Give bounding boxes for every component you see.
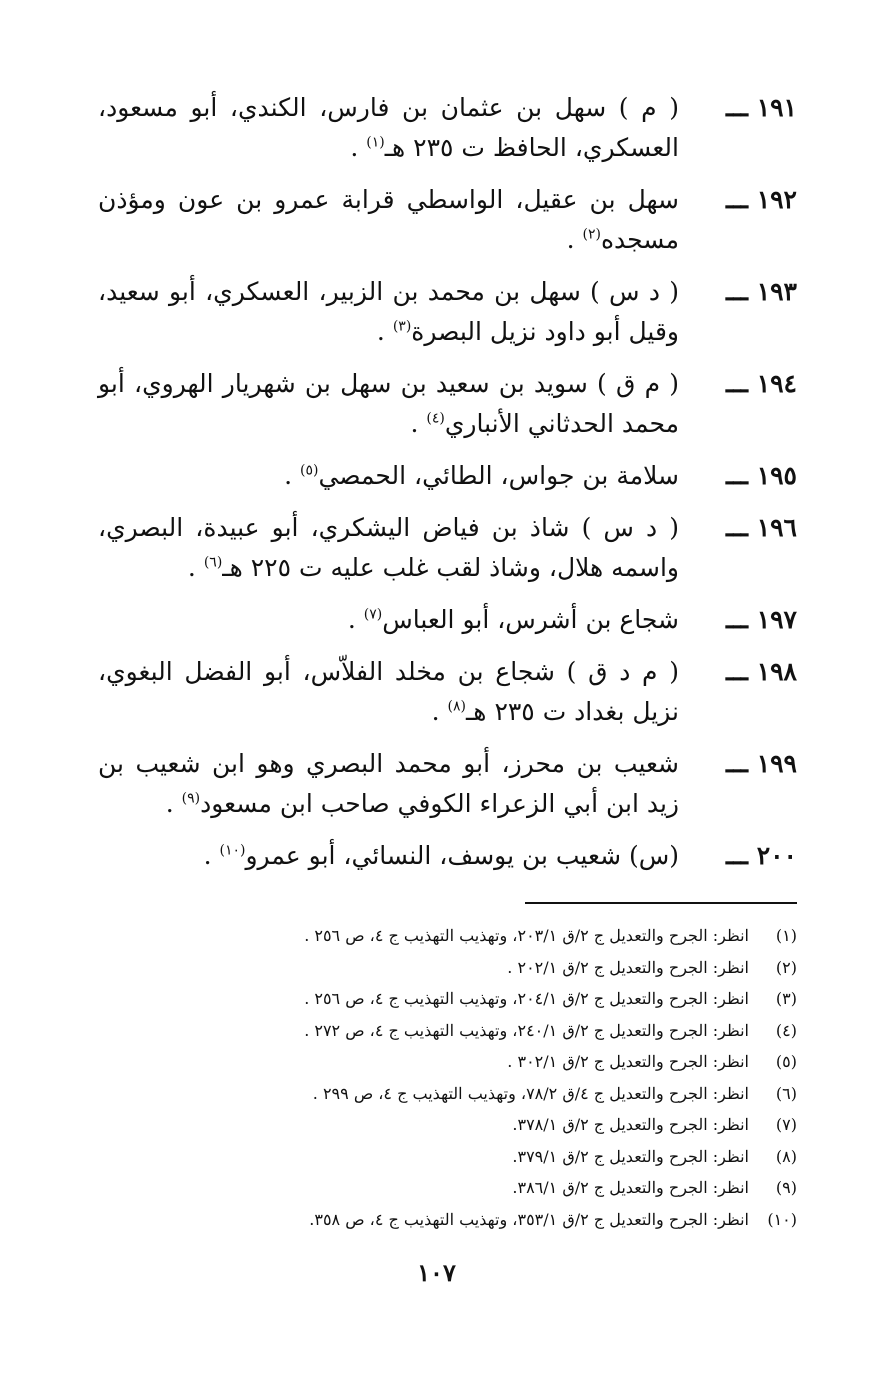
entry-191 bbox=[98, 88, 797, 168]
entry-text: ( د س ) سهل بن محمد بن الزبير، العسكري، أبو سعيد، وقيل أبو داود نزيل البصرة bbox=[98, 277, 679, 346]
footnote-7 bbox=[98, 1109, 797, 1141]
footnote-ref: (٦) bbox=[203, 554, 223, 571]
entry-number: ١٩٤ bbox=[756, 369, 797, 398]
footnote-number: (٧) bbox=[775, 1115, 797, 1134]
footnote-number: (٣) bbox=[775, 989, 797, 1008]
footnote-number: (١٠) bbox=[767, 1209, 797, 1229]
entry-dash: ـــ bbox=[726, 185, 748, 214]
footnote-ref: (٤) bbox=[426, 410, 445, 427]
entry-197 bbox=[98, 600, 797, 640]
entry-tail: . bbox=[347, 605, 356, 634]
footnote-text: انظر: الجرح والتعديل ج ٢/ق ٣٥٣/١، وتهذيب التهذيب ج ٤، ص ٣٥٨. bbox=[309, 1209, 749, 1229]
entry-dash: ـــ bbox=[726, 461, 748, 490]
footnote-text: انظر: الجرح والتعديل ج ٢/ق ٢٠٤/١، وتهذيب التهذيب ج ٤، ص ٢٥٦ . bbox=[304, 989, 749, 1008]
entry-dash: ـــ bbox=[726, 841, 748, 870]
footnote-text: انظر: الجرح والتعديل ج ٢/ق ٣٧٩/١. bbox=[512, 1146, 749, 1166]
footnotes-divider bbox=[525, 902, 797, 904]
footnote-3 bbox=[98, 983, 797, 1015]
entry-number: ١٩٢ bbox=[756, 185, 797, 214]
entry-195 bbox=[98, 456, 797, 496]
entry-193 bbox=[98, 272, 797, 352]
entry-196 bbox=[98, 508, 797, 588]
footnote-number: (٩) bbox=[775, 1178, 797, 1197]
entry-199 bbox=[98, 744, 797, 824]
footnote-6 bbox=[98, 1078, 797, 1110]
footnote-text: انظر: الجرح والتعديل ج ٢/ق ٣٠٢/١ . bbox=[507, 1052, 749, 1071]
page-number: ١٠٧ bbox=[417, 1258, 456, 1287]
footnote-number: (٤) bbox=[775, 1020, 797, 1040]
entry-tail: . bbox=[410, 409, 419, 438]
entry-dash: ـــ bbox=[726, 513, 748, 542]
footnote-4 bbox=[98, 1015, 797, 1047]
entry-dash: ـــ bbox=[726, 369, 748, 398]
entry-tail: . bbox=[187, 553, 196, 582]
footnote-ref: (٣) bbox=[392, 318, 412, 335]
entry-text: سلامة بن جواس، الطائي، الحمصي bbox=[318, 461, 679, 490]
footnote-ref: (٧) bbox=[363, 606, 383, 623]
footnote-number: (٥) bbox=[775, 1052, 797, 1071]
entry-dash: ـــ bbox=[726, 277, 748, 306]
footnote-text: انظر: الجرح والتعديل ج ٢/ق ٣٧٨/١. bbox=[512, 1115, 749, 1134]
footnote-number: (٢) bbox=[775, 957, 797, 977]
entry-tail: . bbox=[431, 697, 440, 726]
footnote-ref: (١٠) bbox=[219, 842, 246, 859]
entry-number: ١٩٥ bbox=[756, 461, 797, 490]
footnote-text: انظر: الجرح والتعديل ج ٢/ق ٢٤٠/١، وتهذيب التهذيب ج ٤، ص ٢٧٢ . bbox=[304, 1020, 749, 1040]
footnote-1 bbox=[98, 920, 797, 952]
footnote-ref: (٨) bbox=[447, 698, 466, 715]
entry-text: (س) شعيب بن يوسف، النسائي، أبو عمرو bbox=[245, 841, 679, 870]
footnote-ref: (٥) bbox=[299, 462, 319, 479]
entry-text: ( د س ) شاذ بن فياض اليشكري، أبو عبيدة، البصري، واسمه هلال، وشاذ لقب غلب عليه ت ٢٢٥ هـ bbox=[98, 513, 679, 582]
entry-number: ١٩٣ bbox=[756, 277, 797, 306]
entry-text: شعيب بن محرز، أبو محمد البصري وهو ابن شعيب بن زيد ابن أبي الزعراء الكوفي صاحب ابن مسعود bbox=[98, 749, 679, 818]
entries-list bbox=[98, 88, 797, 876]
entry-192 bbox=[98, 180, 797, 260]
entry-text: ( م ق ) سويد بن سعيد بن سهل بن شهريار الهروي، أبو محمد الحدثاني الأنباري bbox=[98, 369, 679, 438]
footnote-2 bbox=[98, 952, 797, 984]
entry-number: ١٩٧ bbox=[756, 605, 797, 634]
entry-tail: . bbox=[203, 841, 212, 870]
entry-tail: . bbox=[165, 789, 174, 818]
entry-dash: ـــ bbox=[726, 605, 748, 634]
footnote-number: (٦) bbox=[775, 1083, 797, 1103]
entry-tail: . bbox=[350, 133, 359, 162]
entry-dash: ـــ bbox=[726, 657, 748, 686]
footnote-text: انظر: الجرح والتعديل ج ٤/ق ٧٨/٢، وتهذيب التهذيب ج ٤، ص ٢٩٩ . bbox=[312, 1083, 749, 1103]
footnote-9 bbox=[98, 1172, 797, 1204]
entry-number: ١٩٨ bbox=[756, 657, 797, 686]
entry-198 bbox=[98, 652, 797, 732]
entry-number: ١٩٦ bbox=[756, 513, 797, 542]
footnote-ref: (٢) bbox=[582, 226, 601, 243]
footnote-number: (٨) bbox=[775, 1146, 797, 1166]
entry-dash: ـــ bbox=[726, 749, 748, 778]
entry-dash: ـــ bbox=[726, 93, 748, 122]
entry-text: ( م د ق ) شجاع بن مخلد الفلاّس، أبو الفضل البغوي، نزيل بغداد ت ٢٣٥ هـ bbox=[98, 657, 679, 726]
footnote-5 bbox=[98, 1046, 797, 1078]
entry-number: ٢٠٠ bbox=[756, 841, 797, 870]
footnote-ref: (١) bbox=[366, 134, 385, 151]
entry-200 bbox=[98, 836, 797, 876]
entry-number: ١٩٩ bbox=[756, 749, 797, 778]
entry-text: ( م ) سهل بن عثمان بن فارس، الكندي، أبو مسعود، العسكري، الحافظ ت ٢٣٥ هـ bbox=[98, 93, 679, 162]
entry-tail: . bbox=[376, 317, 385, 346]
footnote-text: انظر: الجرح والتعديل ج ٢/ق ٢٠٢/١ . bbox=[507, 957, 749, 977]
footnote-ref: (٩) bbox=[181, 790, 201, 807]
entry-text: شجاع بن أشرس، أبو العباس bbox=[382, 605, 679, 634]
footnote-text: انظر: الجرح والتعديل ج ٢/ق ٢٠٣/١، وتهذيب التهذيب ج ٤، ص ٢٥٦ . bbox=[304, 926, 749, 945]
entry-text: سهل بن عقيل، الواسطي قرابة عمرو بن عون ومؤذن مسجده bbox=[98, 185, 679, 254]
footnote-8 bbox=[98, 1141, 797, 1173]
entry-tail: . bbox=[566, 225, 575, 254]
entry-tail: . bbox=[284, 461, 293, 490]
entry-194 bbox=[98, 364, 797, 444]
entry-number: ١٩١ bbox=[756, 93, 797, 122]
footnote-number: (١) bbox=[775, 926, 797, 945]
footnotes-list bbox=[98, 920, 797, 1235]
footnote-10 bbox=[98, 1204, 797, 1236]
footnote-text: انظر: الجرح والتعديل ج ٢/ق ٣٨٦/١. bbox=[512, 1178, 749, 1197]
